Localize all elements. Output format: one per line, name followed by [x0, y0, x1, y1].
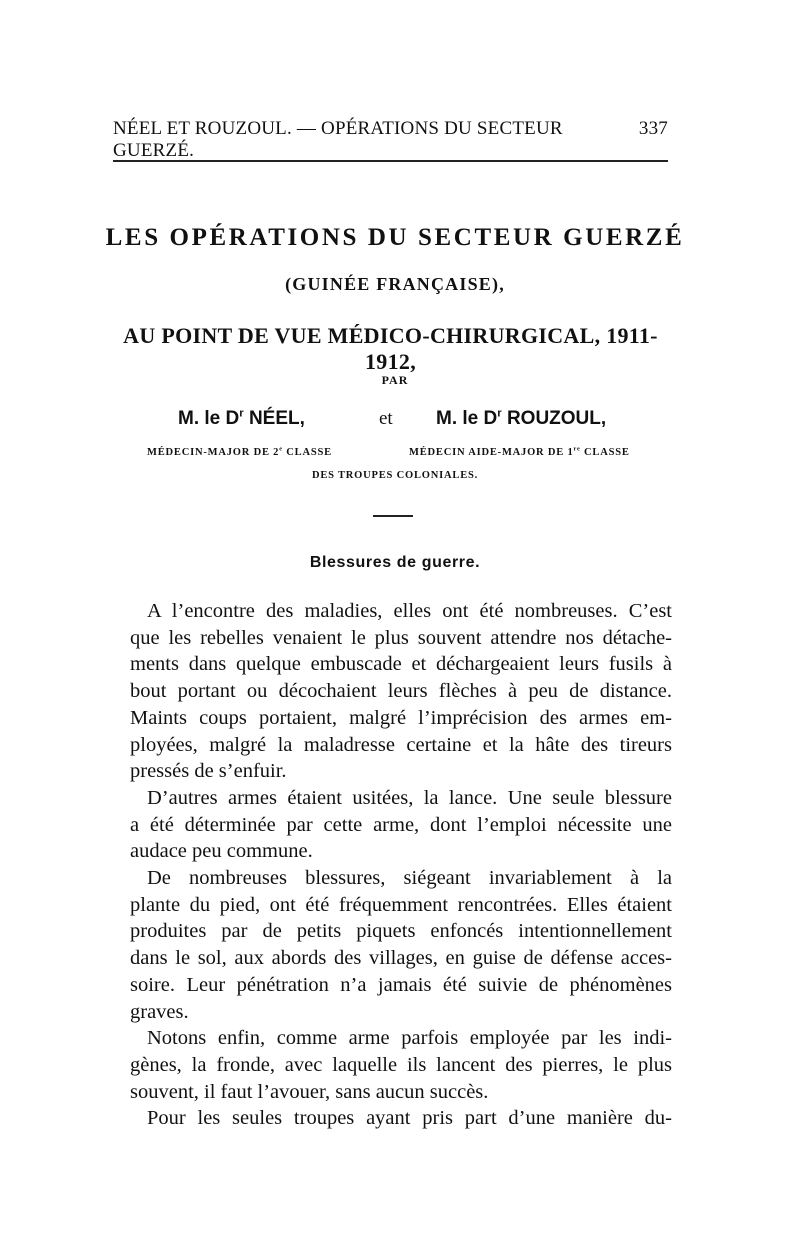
article-title-line3: AU POINT DE VUE MÉDICO-CHIRURGICAL, 1911-1912,: [123, 323, 658, 374]
body-line: soire. Leur pénétration n’a jamais été suivie de phénomènes: [130, 973, 672, 996]
body-line: bout portant ou décochaient leurs flèches à peu de distance.: [130, 680, 672, 703]
body-line: dans le sol, aux abords des villages, en guise de défense acces-: [130, 947, 672, 970]
section-title: Blessures de guerre.: [309, 554, 481, 571]
authors-conjunction: et: [379, 408, 393, 429]
rank-neel-prefix: MÉDECIN-MAJOR DE 2: [147, 447, 280, 458]
rank-rouzoul-prefix: MÉDECIN AIDE-MAJOR DE 1: [409, 447, 574, 458]
author-neel-sup: r: [239, 407, 244, 420]
author-rouzoul-sup: r: [497, 407, 502, 420]
page-number: 337: [638, 118, 668, 139]
author-rouzoul-name: ROUZOUL,: [501, 408, 607, 429]
author-rouzoul: [436, 408, 606, 430]
header-rule: [113, 160, 668, 162]
body-line: ments dans quelque embuscade et déchargeaient leurs fusils à: [130, 653, 672, 676]
rank-rouzoul-sup: re: [573, 445, 581, 453]
body-line: souvent, il faut l’avouer, sans aucun succès.: [130, 1080, 489, 1103]
body-line: Maints coups portaient, malgré l’imprécision des armes em-: [130, 706, 672, 729]
rank-neel: [147, 447, 332, 458]
body-line: produites par de petits piquets enfoncés intentionnellement: [130, 920, 672, 943]
body-line: que les rebelles venaient le plus souvent attendre nos détache-: [130, 626, 672, 649]
running-head: [113, 118, 668, 162]
body-line: graves.: [130, 1000, 189, 1023]
body-line: Notons enfin, comme arme parfois employée par les indi-: [147, 1027, 672, 1050]
rank-rouzoul: [409, 447, 630, 458]
article-subtitle: (GUINÉE FRANÇAISE),: [285, 274, 505, 294]
article-title: LES OPÉRATIONS DU SECTEUR GUERZÉ: [105, 224, 685, 251]
affiliation: DES TROUPES COLONIALES.: [311, 470, 479, 481]
body-line: D’autres armes étaient usitées, la lance. Une seule blessure: [147, 786, 672, 809]
body-line: gènes, la fronde, avec laquelle ils lancent des pierres, le plus: [130, 1053, 672, 1076]
body-line: Pour les seules troupes ayant pris part d’une manière du-: [147, 1107, 672, 1130]
byline-par: PAR: [381, 373, 409, 387]
body-line: audace peu commune.: [130, 840, 313, 863]
section-divider: [373, 515, 413, 517]
author-rouzoul-prefix: M. le D: [436, 408, 498, 429]
author-neel: [178, 408, 305, 430]
body-line: A l’encontre des maladies, elles ont été nombreuses. C’est: [147, 600, 672, 622]
body-line: De nombreuses blessures, siégeant invariablement à la: [147, 867, 672, 889]
rank-rouzoul-suffix: CLASSE: [580, 447, 630, 458]
body-line: a été déterminée par cette arme, dont l’emploi nécessite une: [130, 813, 672, 836]
body-line: plante du pied, ont été fréquemment rencontrées. Elles étaient: [130, 893, 672, 916]
running-head-title: NÉEL ET ROUZOUL. — OPÉRATIONS DU SECTEUR GUERZÉ.: [113, 118, 563, 161]
rank-neel-sup: e: [279, 445, 283, 453]
body-line: pressés de s’enfuir.: [130, 760, 287, 783]
author-neel-prefix: M. le D: [178, 408, 240, 429]
body-line: ployées, malgré la maladresse certaine et la hâte des tireurs: [130, 733, 672, 756]
author-neel-name: NÉEL,: [243, 408, 305, 429]
rank-neel-suffix: CLASSE: [282, 447, 332, 458]
